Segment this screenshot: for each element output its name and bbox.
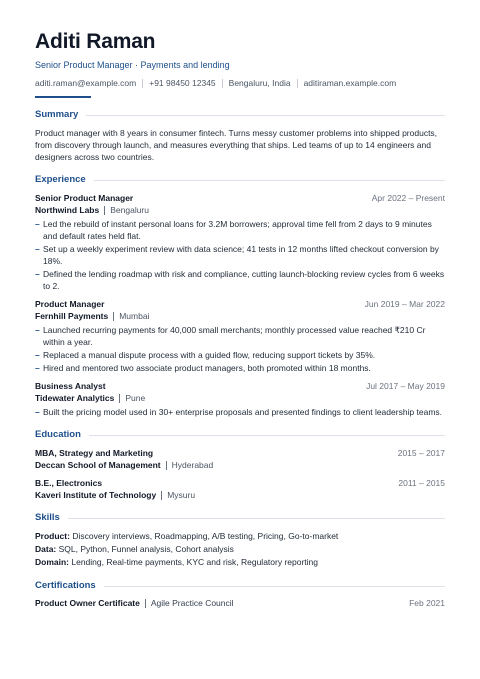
job-dates: Jul 2017 – May 2019 <box>366 381 445 391</box>
certification-issuer: Agile Practice Council <box>150 598 234 608</box>
job-bullet: – Defined the lending roadmap with risk and compliance, cutting launch-blocking review cycles from 6 weeks to 2. <box>35 269 445 291</box>
school-location: Mysuru <box>167 490 196 500</box>
section-title: Experience <box>35 174 86 185</box>
education-section <box>35 429 445 501</box>
degree: B.E., Electronics <box>35 478 103 488</box>
certification-entry <box>35 598 445 609</box>
skill-label: Domain: <box>35 557 69 567</box>
org-divider <box>104 206 105 215</box>
job-title: Business Analyst <box>35 381 106 391</box>
company-location: Pune <box>125 393 146 403</box>
contact-line <box>35 78 445 89</box>
contact-divider <box>297 79 298 88</box>
school-name: Deccan School of Management <box>35 460 161 470</box>
contact-location: Bengaluru, India <box>228 78 291 88</box>
degree: MBA, Strategy and Marketing <box>35 448 154 458</box>
job-title: Product Manager <box>35 299 105 309</box>
job-entry <box>35 299 445 374</box>
dash-icon: – <box>35 219 40 229</box>
dash-icon: – <box>35 363 40 373</box>
org-divider <box>145 599 146 608</box>
section-title: Education <box>35 429 81 440</box>
section-divider <box>89 435 445 436</box>
job-entry <box>35 381 445 418</box>
headline: Senior Product Manager · Payments and lending <box>35 60 230 70</box>
education-dates: 2015 – 2017 <box>397 448 445 458</box>
dash-icon: – <box>35 244 40 254</box>
org-divider <box>119 394 120 403</box>
company-location: Mumbai <box>119 311 150 321</box>
skill-values: SQL, Python, Funnel analysis, Cohort analysis <box>58 544 234 554</box>
company-name: Tidewater Analytics <box>35 393 115 403</box>
skill-label: Data: <box>35 544 57 554</box>
dash-icon: – <box>35 407 40 417</box>
summary-text: Product manager with 8 years in consumer fintech. Turns messy customer problems into shipped products, from discovery through launch, and measures everything that ships. Led teams of up to 14 engineers and designers across two countries. <box>35 128 438 162</box>
org-divider <box>161 491 162 500</box>
contact-divider <box>222 79 223 88</box>
skill-row <box>35 543 445 556</box>
certification-name: Product Owner Certificate <box>35 598 140 608</box>
job-bullet: – Hired and mentored two associate product managers, both promoted within 18 months. <box>35 363 371 373</box>
job-dates: Jun 2019 – Mar 2022 <box>364 299 445 309</box>
dash-icon: – <box>35 350 40 360</box>
school-name: Kaveri Institute of Technology <box>35 490 157 500</box>
education-dates: 2011 – 2015 <box>398 478 445 488</box>
contact-email[interactable]: aditi.raman@example.com <box>35 78 137 88</box>
dash-icon: – <box>35 269 40 279</box>
section-divider <box>104 586 445 587</box>
skill-values: Lending, Real-time payments, KYC and risk, Regulatory reporting <box>71 557 318 567</box>
certifications-section <box>35 580 445 609</box>
org-divider <box>166 461 167 470</box>
experience-section <box>35 174 445 418</box>
section-divider <box>68 518 445 519</box>
job-bullet: – Replaced a manual dispute process with a guided flow, reducing support tickets by 35%. <box>35 350 376 360</box>
job-bullet: – Built the pricing model used in 30+ enterprise proposals and presented findings to client leadership teams. <box>35 407 443 417</box>
job-entry <box>35 193 445 292</box>
section-divider <box>86 115 445 116</box>
skill-row <box>35 556 445 569</box>
skill-label: Product: <box>35 531 70 541</box>
job-bullet: – Set up a weekly experiment review with data science; 41 tests in 12 months lifted checkout conversion by 18%. <box>35 244 439 266</box>
company-name: Fernhill Payments <box>35 311 109 321</box>
section-title: Summary <box>35 109 79 120</box>
job-bullet: – Launched recurring payments for 40,000 small merchants; monthly processed value reached ₹210 Cr within a year. <box>35 325 426 347</box>
skill-row <box>35 530 445 543</box>
skills-section <box>35 512 445 569</box>
education-entry <box>35 448 445 471</box>
section-title: Skills <box>35 512 60 523</box>
school-location: Hyderabad <box>171 460 214 470</box>
accent-rule <box>35 96 91 98</box>
section-divider <box>94 180 445 181</box>
contact-phone[interactable]: +91 98450 12345 <box>149 78 216 88</box>
contact-divider <box>142 79 143 88</box>
job-dates: Apr 2022 – Present <box>371 193 445 203</box>
org-divider <box>113 312 114 321</box>
skill-values: Discovery interviews, Roadmapping, A/B testing, Pricing, Go-to-market <box>72 531 339 541</box>
certification-date: Feb 2021 <box>409 598 445 608</box>
candidate-name: Aditi Raman <box>35 30 156 53</box>
contact-website[interactable]: aditiraman.example.com <box>303 78 397 88</box>
company-location: Bengaluru <box>110 205 149 215</box>
dash-icon: – <box>35 325 40 335</box>
section-title: Certifications <box>35 580 96 591</box>
job-title: Senior Product Manager <box>35 193 134 203</box>
summary-section <box>35 109 445 163</box>
company-name: Northwind Labs <box>35 205 100 215</box>
job-bullet: – Led the rebuild of instant personal loans for 3.2M borrowers; approval time fell from 2 days to 9 minutes and default rates held flat. <box>35 219 432 241</box>
education-entry <box>35 478 445 501</box>
